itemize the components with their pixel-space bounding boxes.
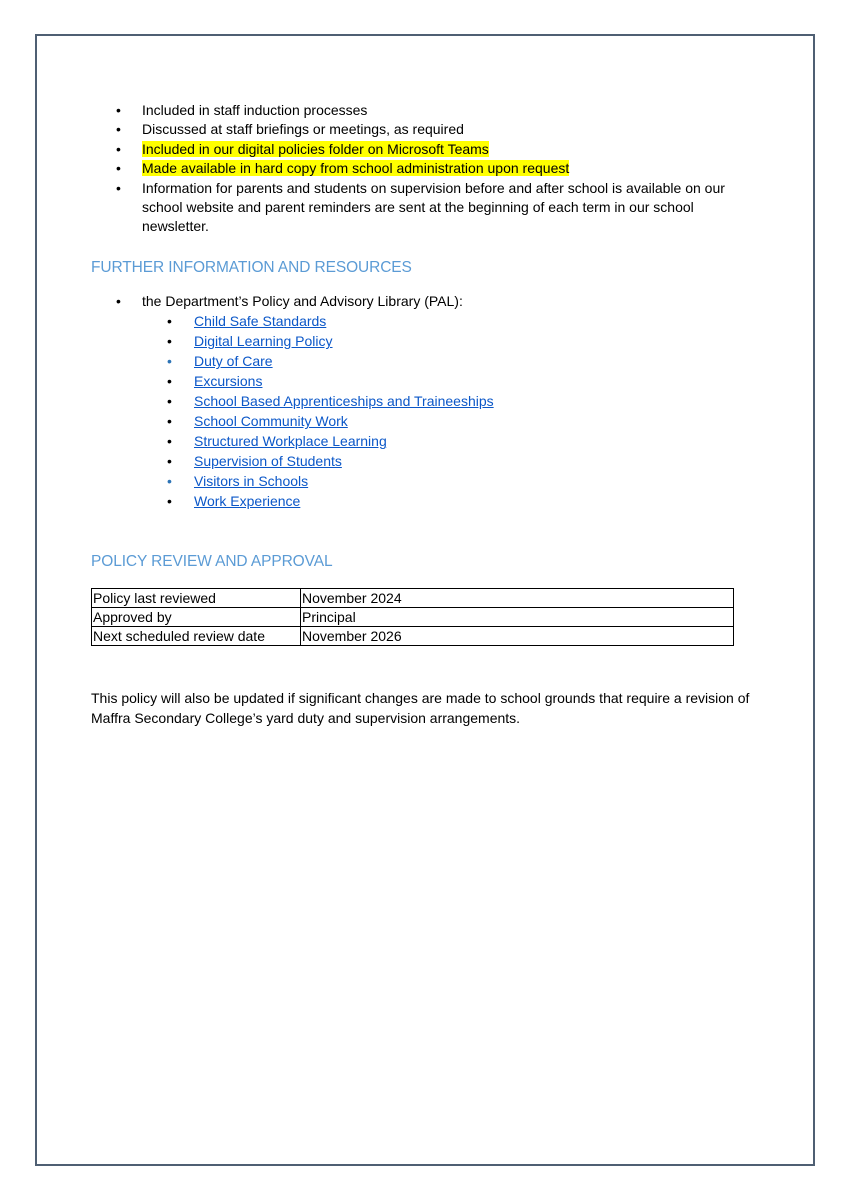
list-item: [91, 431, 751, 451]
review-note: This policy will also be updated if significant changes are made to school grounds that require a revision of Maffra Secondary College’s yard duty and supervision arrangements.: [91, 690, 750, 727]
table-cell-label: Approved by: [92, 608, 301, 627]
link-excursions[interactable]: Excursions: [194, 373, 263, 390]
pal-list: [91, 292, 751, 311]
list-item: [91, 491, 751, 511]
table-cell-value: Principal: [301, 608, 734, 627]
list-item: [91, 159, 751, 178]
highlighted-bullet-text: Included in our digital policies folder on Microsoft Teams: [142, 140, 489, 157]
list-item: [91, 120, 751, 139]
pal-lead-text: the Department’s Policy and Advisory Library (PAL):: [142, 292, 463, 309]
list-item: [91, 351, 751, 371]
link-digital-learning-policy[interactable]: Digital Learning Policy: [194, 333, 333, 350]
table-row: [92, 608, 734, 627]
bullet-text: Discussed at staff briefings or meetings, as required: [142, 121, 464, 138]
table-cell-label: Policy last reviewed: [92, 589, 301, 608]
document-body: [91, 101, 751, 728]
link-work-experience[interactable]: Work Experience: [194, 493, 301, 510]
link-duty-of-care[interactable]: Duty of Care: [194, 353, 273, 370]
link-visitors-in-schools[interactable]: Visitors in Schools: [194, 473, 309, 490]
further-info-heading: FURTHER INFORMATION AND RESOURCES: [91, 258, 412, 276]
table-row: [92, 627, 734, 646]
highlighted-bullet-text: Made available in hard copy from school administration upon request: [142, 160, 570, 177]
table-cell-label: Next scheduled review date: [92, 627, 301, 646]
table-row: [92, 589, 734, 608]
list-item: [91, 391, 751, 411]
bullet-text: Information for parents and students on supervision before and after school is available on our school website and parent reminders are sent at the beginning of each term in our school newsletter.: [142, 179, 725, 235]
list-item: [91, 411, 751, 431]
policy-review-heading: POLICY REVIEW AND APPROVAL: [91, 553, 333, 571]
list-item: [91, 101, 751, 120]
list-item: [91, 292, 751, 311]
link-school-community-work[interactable]: School Community Work: [194, 413, 348, 430]
pal-links-list: [91, 311, 751, 511]
link-structured-workplace-learning[interactable]: Structured Workplace Learning: [194, 433, 387, 450]
link-school-based-apprenticeships[interactable]: School Based Apprenticeships and Traineeships: [194, 393, 494, 410]
list-item: [91, 179, 751, 237]
bullet-text: Included in staff induction processes: [142, 102, 368, 118]
table-cell-value: November 2024: [301, 589, 734, 608]
link-supervision-of-students[interactable]: Supervision of Students: [194, 453, 342, 470]
list-item: [91, 140, 751, 159]
link-child-safe-standards[interactable]: Child Safe Standards: [194, 313, 327, 330]
list-item: [91, 331, 751, 351]
review-table: [91, 588, 734, 646]
list-item: [91, 371, 751, 391]
list-item: [91, 471, 751, 491]
intro-bullet-list: [91, 101, 751, 237]
list-item: [91, 311, 751, 331]
list-item: [91, 451, 751, 471]
table-cell-value: November 2026: [301, 627, 734, 646]
